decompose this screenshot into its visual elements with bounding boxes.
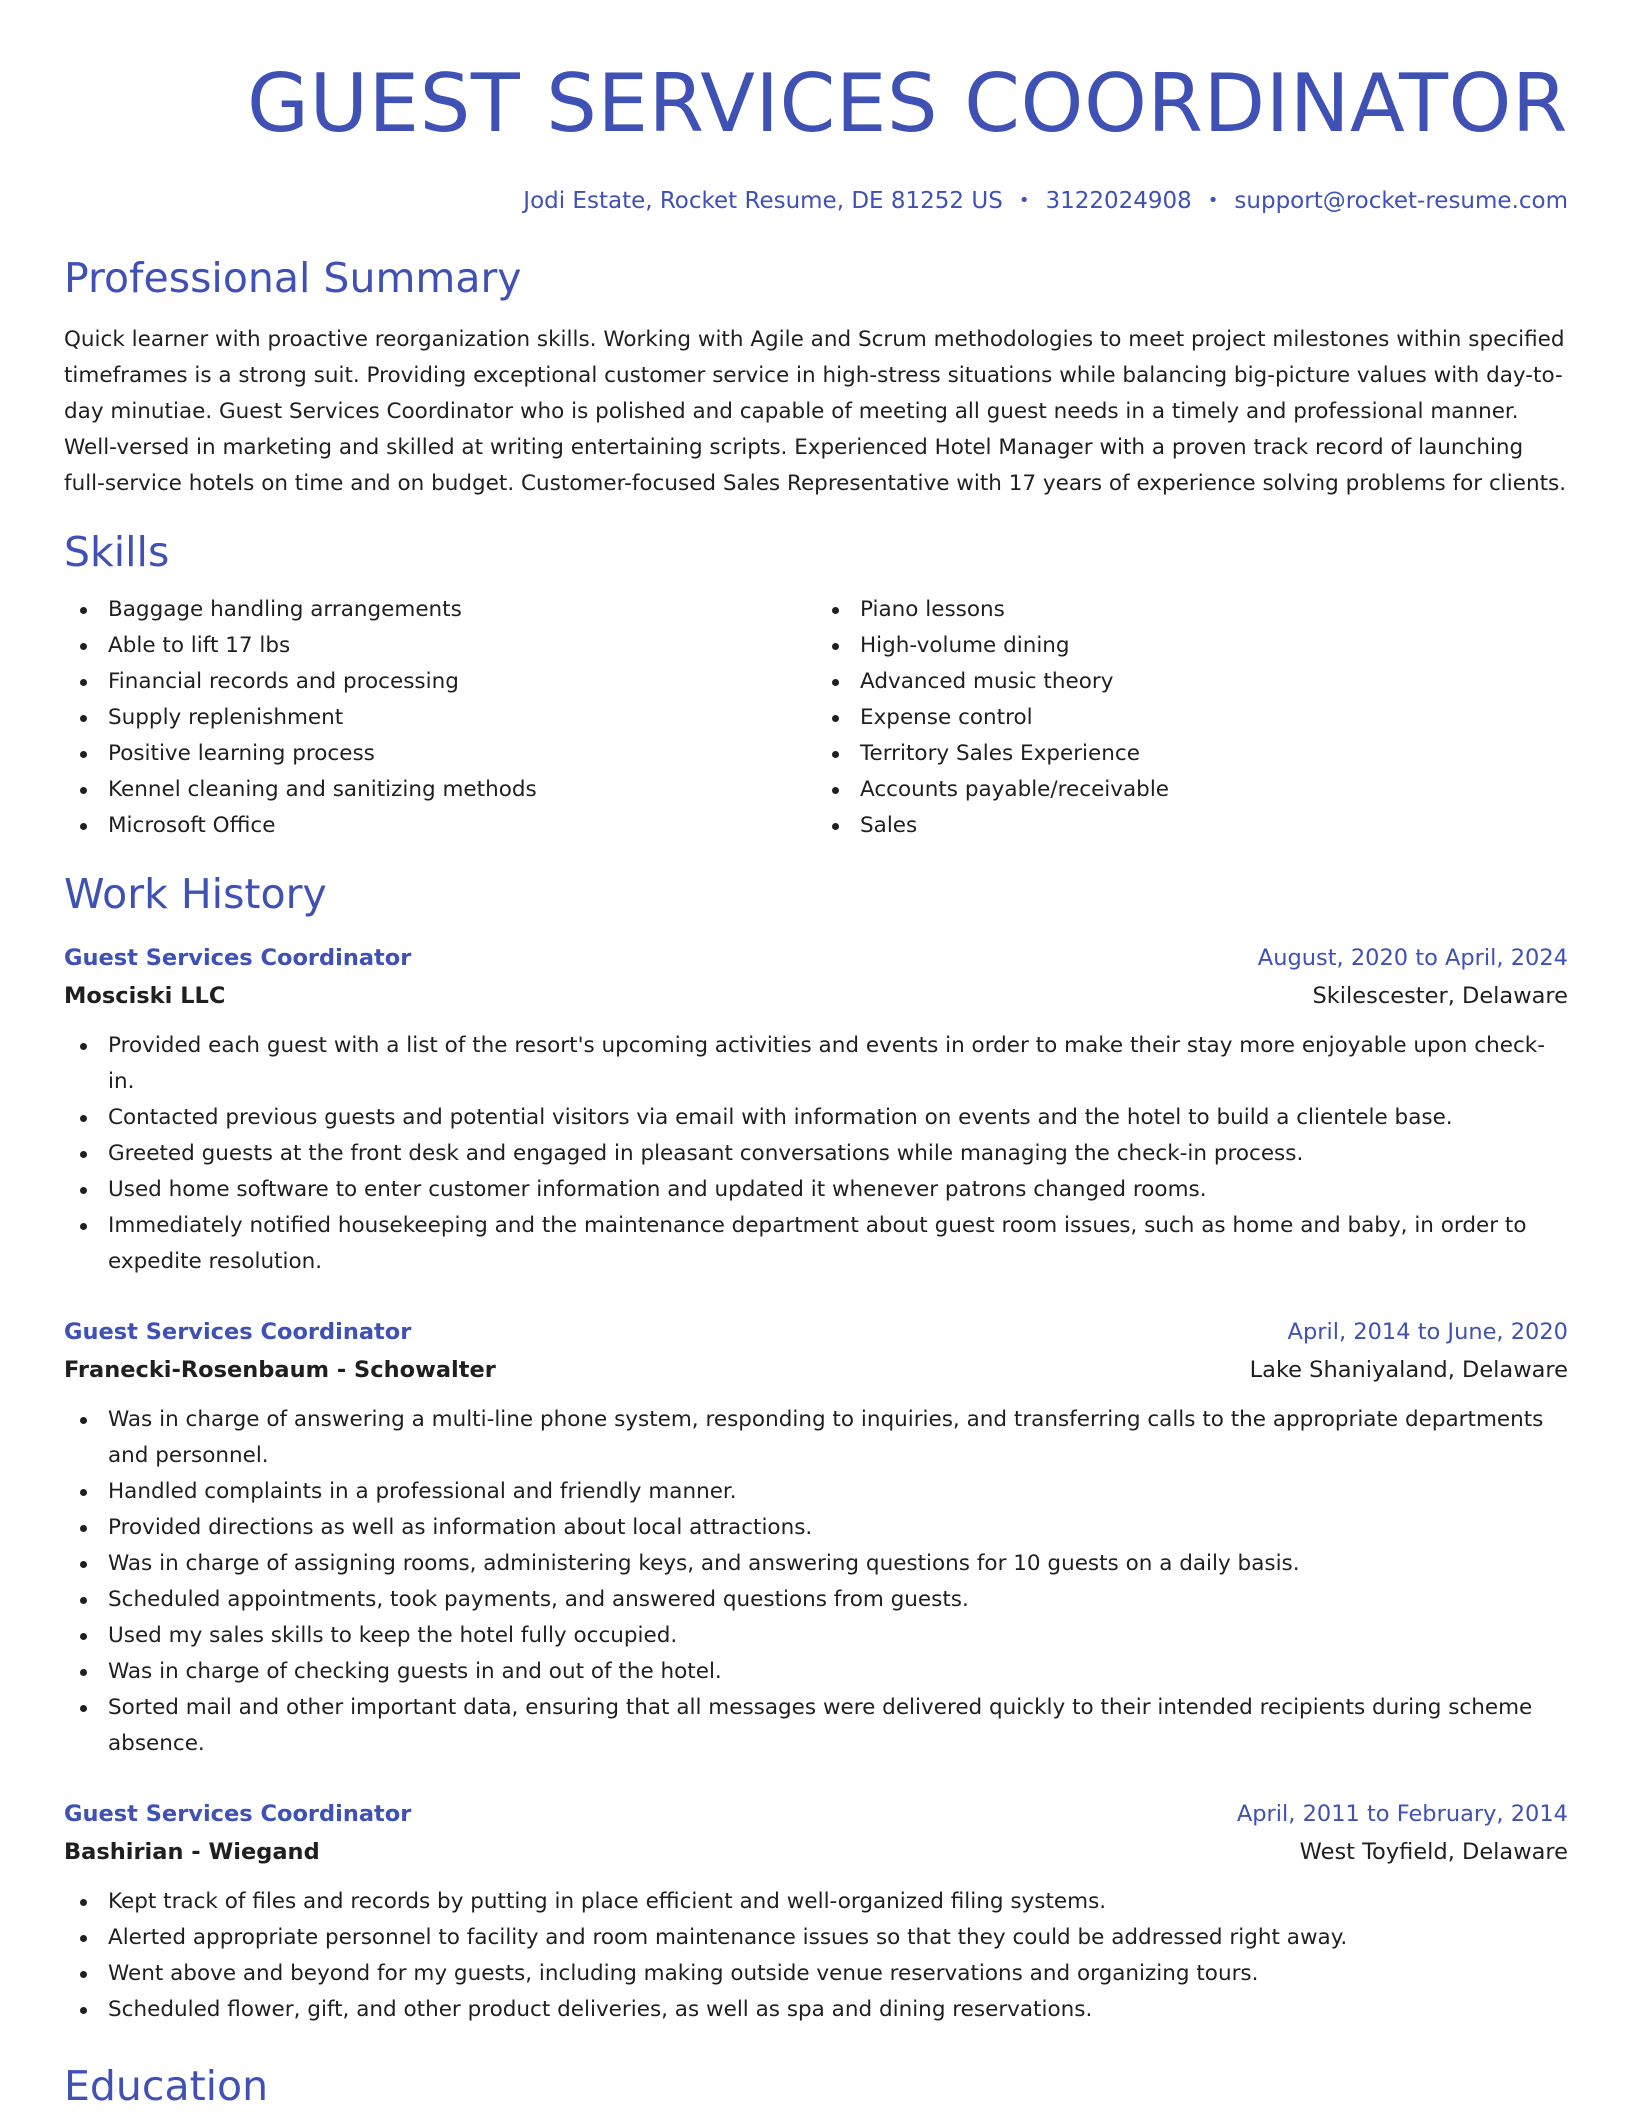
job-bullets [64,1884,1568,2028]
job-title-row [64,1796,1568,1832]
skill-item: Sales [860,808,1568,844]
job-bullet: Kept track of files and records by putting in place efficient and well-organized filing systems. [108,1884,1568,1920]
skills-right-column [816,592,1568,844]
job-entry [64,1314,1568,1762]
job-bullet: Scheduled appointments, took payments, and answered questions from guests. [108,1582,1568,1618]
summary-section [64,252,1568,502]
job-bullet: Provided each guest with a list of the resort's upcoming activities and events in order to make their stay more enjoyable upon check-in. [108,1028,1568,1100]
job-title-row [64,1314,1568,1350]
resume-header [64,0,1568,216]
education-heading: Education [64,2062,269,2110]
contact-separator: • [1018,190,1030,211]
job-company: Franecki-Rosenbaum - Schowalter [64,1357,496,1383]
job-bullets [64,1402,1568,1762]
job-company: Bashirian - Wiegand [64,1839,320,1865]
resume-name: GUEST SERVICES COORDINATOR [246,57,1568,150]
skills-grid [64,592,1568,844]
job-bullet: Provided directions as well as information about local attractions. [108,1510,1568,1546]
contact-address: Jodi Estate, Rocket Resume, DE 81252 US [523,188,1003,214]
job-title: Guest Services Coordinator [64,1801,412,1827]
job-entry [64,940,1568,1280]
skill-item: Accounts payable/receivable [860,772,1568,808]
job-company-row [64,976,1568,1016]
skill-item: Advanced music theory [860,664,1568,700]
job-bullet: Greeted guests at the front desk and engaged in pleasant conversations while managing the check-in process. [108,1136,1568,1172]
job-location: West Toyfield, Delaware [1299,1839,1568,1865]
job-title: Guest Services Coordinator [64,945,412,971]
job-company-row [64,1832,1568,1872]
job-bullet: Used home software to enter customer information and updated it whenever patrons changed rooms. [108,1172,1568,1208]
job-bullet: Immediately notified housekeeping and the maintenance department about guest room issues, such as home and baby, in order to expedite resolution. [108,1208,1568,1280]
contact-separator: • [1207,190,1219,211]
job-bullet: Was in charge of answering a multi-line phone system, responding to inquiries, and transferring calls to the appropriate departments and personnel. [108,1402,1568,1474]
job-bullet: Handled complaints in a professional and friendly manner. [108,1474,1568,1510]
skill-item: Financial records and processing [108,664,816,700]
education-section [64,2060,1568,2112]
skill-item: Microsoft Office [108,808,816,844]
job-company: Mosciski LLC [64,983,226,1009]
contact-phone: 3122024908 [1045,188,1192,214]
job-location: Skilescester, Delaware [1312,983,1568,1009]
job-entry [64,1796,1568,2028]
job-bullet: Was in charge of checking guests in and out of the hotel. [108,1654,1568,1690]
skill-item: Supply replenishment [108,700,816,736]
job-bullet: Contacted previous guests and potential visitors via email with information on events and the hotel to build a clientele base. [108,1100,1568,1136]
skill-item: Positive learning process [108,736,816,772]
job-bullet: Scheduled flower, gift, and other product deliveries, as well as spa and dining reservations. [108,1992,1568,2028]
job-bullet: Alerted appropriate personnel to facility and room maintenance issues so that they could be addressed right away. [108,1920,1568,1956]
job-title: Guest Services Coordinator [64,1319,412,1345]
work-history-heading: Work History [64,870,327,918]
job-bullet: Went above and beyond for my guests, including making outside venue reservations and organizing tours. [108,1956,1568,1992]
contact-email: support@rocket-resume.com [1234,188,1568,214]
job-bullet: Was in charge of assigning rooms, administering keys, and answering questions for 10 guests on a daily basis. [108,1546,1568,1582]
job-bullet: Sorted mail and other important data, ensuring that all messages were delivered quickly to their intended recipients during scheme absence. [108,1690,1568,1762]
skill-item: Able to lift 17 lbs [108,628,816,664]
job-company-row [64,1350,1568,1390]
skills-heading: Skills [64,528,170,576]
contact-line [64,186,1568,216]
job-dates: August, 2020 to April, 2024 [1257,945,1568,971]
skill-item: High-volume dining [860,628,1568,664]
summary-heading: Professional Summary [64,254,522,302]
job-location: Lake Shaniyaland, Delaware [1249,1357,1568,1383]
skill-item: Expense control [860,700,1568,736]
skills-left-column [64,592,816,844]
job-bullet: Used my sales skills to keep the hotel fully occupied. [108,1618,1568,1654]
job-title-row [64,940,1568,976]
skill-item: Territory Sales Experience [860,736,1568,772]
job-dates: April, 2011 to February, 2014 [1236,1801,1568,1827]
skill-item: Kennel cleaning and sanitizing methods [108,772,816,808]
skill-item: Baggage handling arrangements [108,592,816,628]
work-history-section [64,868,1568,2028]
job-bullets [64,1028,1568,1280]
summary-text: Quick learner with proactive reorganization skills. Working with Agile and Scrum methodologies to meet project milestones within specified timeframes is a strong suit. Providing exceptional customer service in high-stress situations while balancing big-picture values with day-to-day minutiae. Guest Services Coordinator who is polished and capable of meeting all guest needs in a timely and professional manner. Well-versed in marketing and skilled at writing entertaining scripts. Experienced Hotel Manager with a proven track record of launching full-service hotels on time and on budget. Customer-focused Sales Representative with 17 years of experience solving problems for clients. [64,327,1567,496]
skills-section [64,526,1568,844]
skill-item: Piano lessons [860,592,1568,628]
job-dates: April, 2014 to June, 2020 [1287,1319,1568,1345]
